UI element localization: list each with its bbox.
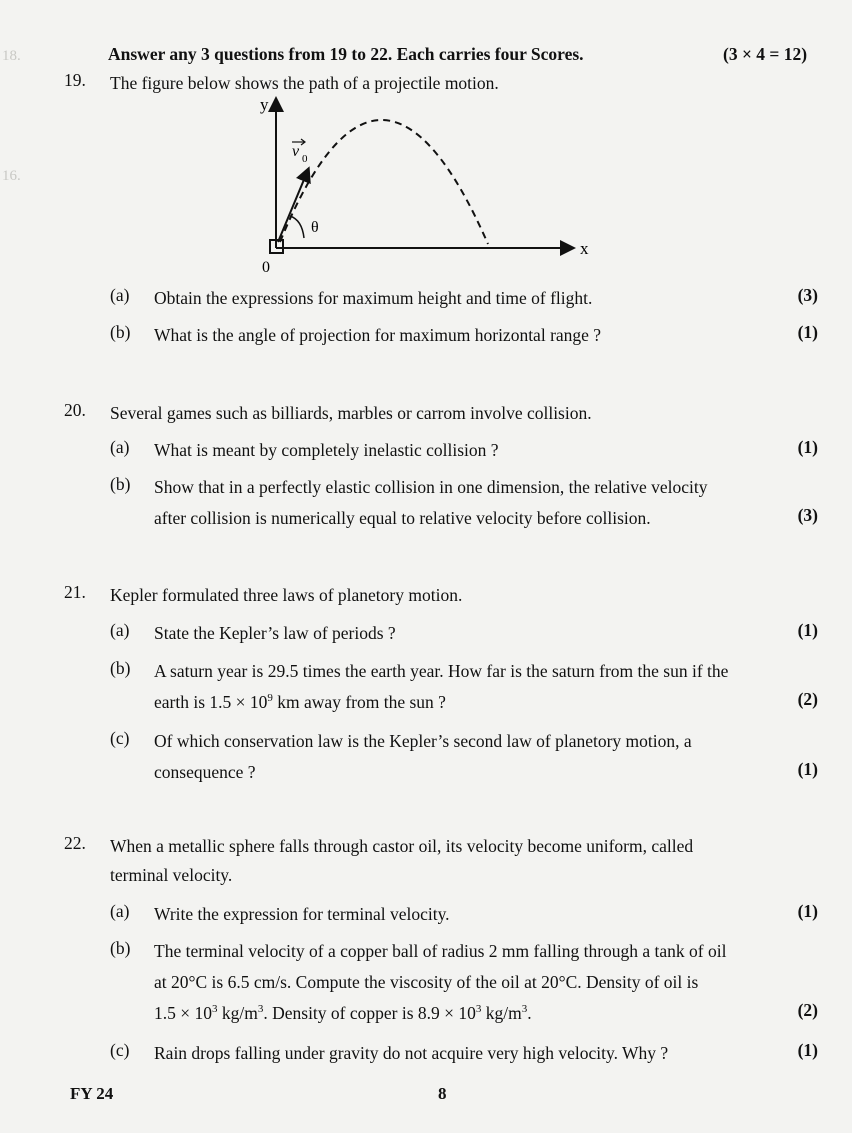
part-text-line: Of which conservation law is the Kepler’s second law of planetory motion, a (154, 731, 692, 751)
bleed-through-mark: 18. (2, 48, 21, 64)
part-label: (b) (110, 658, 131, 678)
part-score: (2) (797, 1000, 818, 1020)
section-instruction: Answer any 3 questions from 19 to 22. Each carries four Scores. (108, 44, 584, 64)
question-text: Several games such as billiards, marbles or carrom involve collision. (110, 403, 592, 423)
part-label: (b) (110, 474, 131, 494)
part-text: What is the angle of projection for maximum horizontal range ? (154, 325, 602, 345)
part-text: Rain drops falling under gravity do not acquire very high velocity. Why ? (154, 1043, 669, 1063)
part-label: (c) (110, 1040, 130, 1060)
angle-arc (290, 216, 304, 238)
part-score: (1) (797, 1040, 818, 1060)
part-text-line: consequence ? (154, 762, 256, 782)
velocity-label: v (292, 143, 300, 160)
part-label: (a) (110, 437, 130, 457)
part-label: (b) (110, 938, 131, 958)
part-text-line: at 20°C is 6.5 cm/s. Compute the viscosity of the oil at 20°C. Density of oil is (154, 972, 699, 992)
part-label: (b) (110, 322, 131, 342)
part-score: (1) (797, 322, 818, 342)
section-marks: (3 × 4 = 12) (723, 44, 808, 64)
part-score: (1) (797, 759, 818, 779)
page-number: 8 (438, 1084, 447, 1103)
bleed-through-mark: 16. (2, 168, 21, 184)
part-label: (a) (110, 901, 130, 921)
part-text: State the Kepler’s law of periods ? (154, 623, 396, 643)
question-text: The figure below shows the path of a projectile motion. (110, 73, 499, 93)
question-text-line: terminal velocity. (110, 865, 233, 885)
question-number: 20. (64, 400, 86, 420)
part-text-line: after collision is numerically equal to relative velocity before collision. (154, 508, 651, 528)
part-text-line: earth is $1.5 \times 10^9$ km away from the sun ? (154, 692, 446, 712)
projectile-figure (250, 92, 600, 282)
part-label: (a) (110, 285, 130, 305)
part-score: (3) (797, 285, 818, 305)
x-axis-label: x (580, 239, 589, 258)
part-score: (1) (797, 901, 818, 921)
question-number: 21. (64, 582, 86, 602)
part-text-line: Show that in a perfectly elastic collision in one dimension, the relative velocity (154, 477, 708, 497)
part-text: Write the expression for terminal velocity. (154, 904, 450, 924)
part-label: (a) (110, 620, 130, 640)
paper-code: FY 24 (70, 1084, 114, 1103)
part-text-line: $1.5 \times 10^3$ $kg/m^3$. Density of copper is $8.9 \times 10^3$ $kg/m^3$. (154, 1003, 532, 1023)
question-text: Kepler formulated three laws of planetory motion. (110, 585, 463, 605)
question-text-line: When a metallic sphere falls through castor oil, its velocity become uniform, called (110, 836, 694, 856)
velocity-subscript: 0 (302, 153, 308, 165)
part-label: (c) (110, 728, 130, 748)
part-score: (1) (797, 620, 818, 640)
y-axis-label: y (260, 95, 269, 114)
part-score: (1) (797, 437, 818, 457)
part-text: What is meant by completely inelastic collision ? (154, 440, 499, 460)
part-score: (3) (797, 505, 818, 525)
question-number: 22. (64, 833, 86, 853)
part-text-line: A saturn year is 29.5 times the earth year. How far is the saturn from the sun if the (154, 661, 729, 681)
part-text: Obtain the expressions for maximum height and time of flight. (154, 288, 593, 308)
part-score: (2) (797, 689, 818, 709)
question-number: 19. (64, 70, 86, 90)
angle-label: θ (311, 219, 319, 236)
part-text-line: The terminal velocity of a copper ball of radius 2 mm falling through a tank of oil (154, 941, 727, 961)
origin-label: 0 (262, 259, 270, 276)
